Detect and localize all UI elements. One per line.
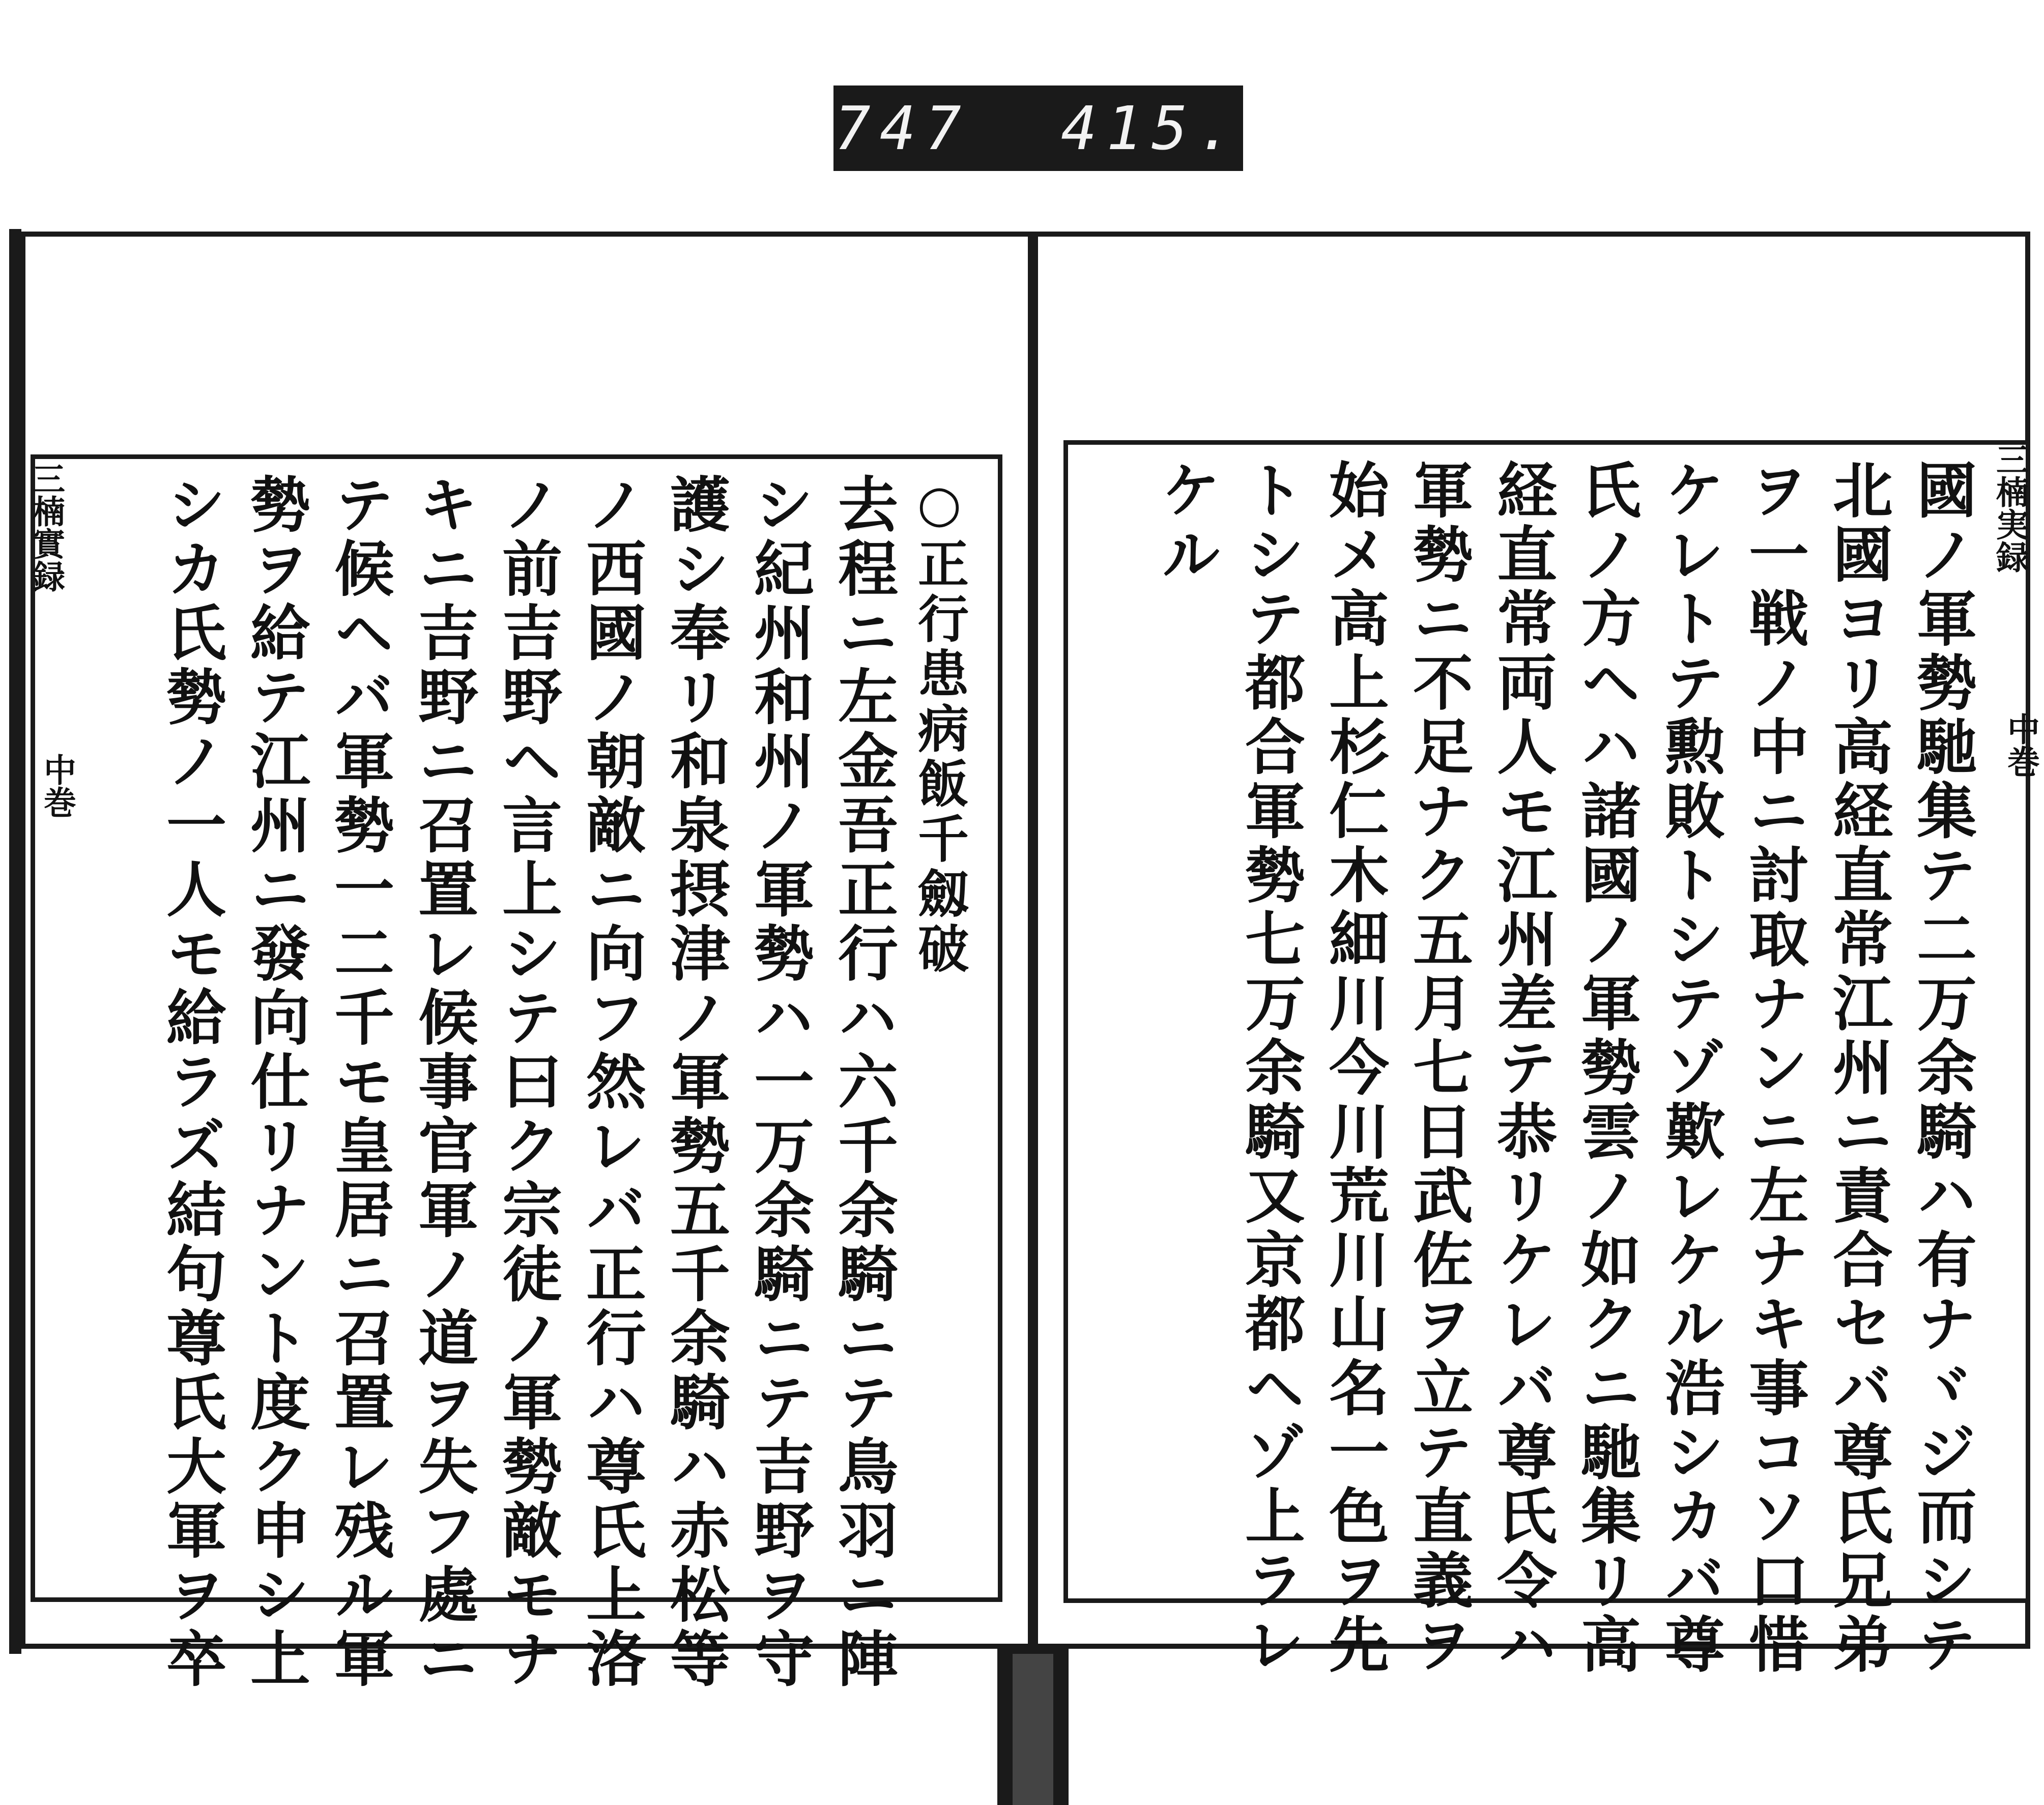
right-column-7: 軍勢ニ不足ナク五月七日武佐ヲ立テ直義ヲ [1403,459,1474,1677]
right-text-frame [1063,440,2030,1677]
left-column-3: 護シ奉リ和泉摂津ノ軍勢五千余騎ハ赤松等 [660,473,731,1692]
catalog-number: 747 415. [834,93,1243,163]
left-outer-edge [9,229,21,1654]
right-column-8: 始メ高上杉仁木細川今川荒川山名一色ヲ先 [1319,459,1390,1677]
left-column-2: シ紀州和州ノ軍勢ハ一万余騎ニテ吉野ヲ守 [744,473,815,1692]
right-column-2: 北國ヨリ高経直常江州ニ責合セバ尊氏兄弟 [1823,459,1893,1677]
book-spine-inner [1013,1654,1053,1805]
left-column-1: 去程ニ左金吾正行ハ六千余騎ニテ鳥羽ニ陣 [828,473,899,1692]
right-margin-section: 中巻 [2002,712,2040,778]
right-column-4: ケレトテ勲敗トシテゾ歎レケル浩シカバ尊 [1655,459,1725,1677]
left-heading: ○正行患病飯千劔破 [909,473,969,977]
left-column-9: シカ氏勢ノ一人モ給ラズ結句尊氏大軍ヲ卒 [156,473,227,1692]
right-column-5: 氏ノ方ヘハ諸國ノ軍勢雲ノ如クニ馳集リ高 [1571,459,1642,1677]
catalog-label [833,85,1243,171]
left-text-frame [27,454,1002,1692]
left-column-5: ノ前吉野ヘ言上シテ曰ク宗徒ノ軍勢敵モナ [492,473,563,1692]
right-column-9: トシテ都合軍勢七万余騎又京都ヘゾ上ラレ [1235,459,1306,1677]
left-column-6: キニ吉野ニ召置レ候事官軍ノ道ヲ失フ處ニ [408,473,479,1692]
right-column-3: ヲ一戦ノ中ニ討取ナンニ左ナキ事コソ口惜 [1739,459,1809,1677]
right-column-6: 経直常両人モ江州差テ恭リケレバ尊氏令ハ [1487,459,1558,1677]
left-column-4: ノ西國ノ朝敵ニ向フ然レバ正行ハ尊氏上洛 [576,473,647,1692]
left-margin-title: 三楠實録 [27,462,65,592]
left-column-8: 勢ヲ給テ江州ニ發向仕リナント度ク申シ上 [240,473,311,1692]
right-margin-title: 三楠実録 [1991,443,2029,573]
left-column-7: テ候ヘバ軍勢一二千モ皇居ニ召置レ残ル軍 [324,473,395,1692]
left-margin-section: 中巻 [38,753,76,818]
right-column-10: ケル [1151,459,1222,587]
right-column-1: 國ノ軍勢馳集テ二万余騎ハ有ナヾジ而シテ [1907,459,1977,1677]
